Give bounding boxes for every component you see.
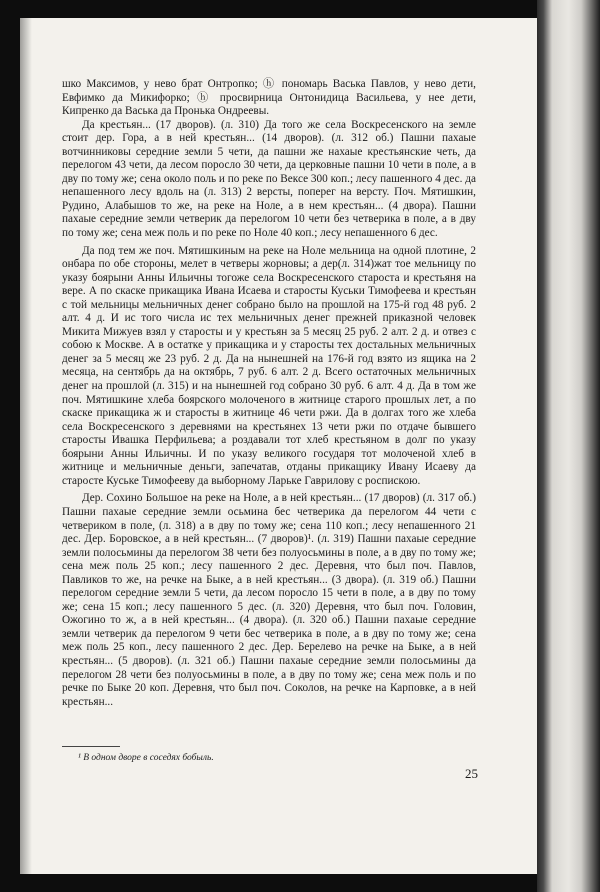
paragraph-3: Да под тем же поч. Мятишкиным на реке на Ноле мельница на одной плотине, 2 онбара по обе стороны, мелет в четверы жорновы; а дер(л. 314)жат тое мельницу по указу боярыни Анны Ильичны тогоже села Воскресенского староста и крестьяня на вере. А по скаске прикащика Ивана Исаева и старосты Куськи Тимофеева и крестьян с той мельницы мельничных денег собрано было на прошлой на 175-й год 48 руб. 2 алт. 4 д. И ис того числа ис тех мельничных денег прежней приказной человек Микита Мижуев взял у старосты и у крестьян за 5 месяц 25 руб. 2 алт. 2 д. и отвез с собою к Москве. А в остатке у прикащика и у старосты тех достальных мельничных денег за 5 месяц же 23 руб. 2 д. Да на нынешней на 176-й год взято из ящика на 2 месяца, на сентябрь да на октябрь, 7 руб. 6 алт. 2 д. Всего остаточных мельничных денег на прошлой (л. 315) и на нынешней год собрано 30 руб. 6 алт. 4 д. Да в том же поч. Мятишкине хлеба боярского молоченого в житнице старого прошлых лет, а по скаске прикащика ж и старосты в житнице 46 чети ржи. Да в долгах того же хлеба села Воскресенского з деревнями на крестьянех 13 чети ржи по отдаче бывшего старосты Ивашка Перфильева; а роздавали тот хлеб крестьяном в долг по указу боярыни Анны Ильичны. И по указу великого государя тот молоченой хлеб в житнице и мельничные деньги, запечатав, отданы прикащику Ивану Исаеву да старосте Куське Тимофееву да выборному Ларьке Гаврилову с роспискою. (62, 244, 476, 487)
paragraph-4: Дер. Сохино Большое на реке на Ноле, а в ней крестьян... (17 дворов) (л. 317 об.) Пашни пахаые середние земли осьмина бес четверика да перелогом 44 чети с четвериком в поле, (л. 318) а в дву по тому же; сена 110 коп.; лесу непашенного 21 дес. Дер. Боровское, а в ней крестьян... (7 дворов)¹. (л. 319) Пашни пахаые середние земли полосьмины да перелогом 38 чети без полуосьмины в поле, а в дву по тому же; сена меж поль 25 коп.; лесу пашенного 2 дес. Деревня, что был поч. Павлов, Павликов то же, на речке на Быке, а в ней крестьян... (3 двора). (л. 319 об.) Пашни перелогом середние земли 5 чети, да лесом поросло 15 чети в поле, а в дву по тому же; сена 15 коп.; лесу пашенного 5 дес. (л. 320) Деревня, что был поч. Головин, Ожогино то ж, а в ней крестьян... (4 двора). (л. 320 об.) Пашни пахаые середние земли четверик да перелогом 9 чети бес четверика в поле, а в дву по тому же; сена меж поль 25 коп., лесу пашенного 2 дес. Дер. Берелево на речке на Быке, а в ней крестьян... (5 дворов). (л. 321 об.) Пашни пахаые середние земли полосьмины да перелогом 28 чети без полуосьмины в поле, а в дву по тому же; сена меж поль и по речке по Быке 20 коп. Деревня, что был поч. Соколов, на речке на Карповке, а в ней крестьян... (62, 492, 476, 708)
footnote: ¹ В одном дворе в соседях бобыль. (78, 753, 214, 763)
main-text-column (62, 78, 476, 709)
page-edge-shadow (20, 18, 32, 874)
paragraph-2: Да крестьян... (17 дворов). (л. 310) Да того же села Воскресенского на земле стоит дер. Гора, а в ней крестьян... (14 дворов). (л. 312 об.) Пашни пахаые вотчинниковы середние земли 5 чети, да пашни же нахаые крестьянские четь, да перелогом 43 чети, да лесом поросло 30 чети, да церковные пашни 10 чети в поле, а в дву по тому же; сена около поль и по реке по Вексе 300 коп.; лесу пашенного 4 дес. да непашенного лесу вдоль на (л. 313) 2 версты, поперег на версту. Поч. Мятишкин, Рудино, Алабышов то же, на реке на Ноле, а в нем крестьян... (4 двора). Пашни пахаые середние земли четверик да перелогом 10 чети без четверика в поле, а в дву по тому же; сена меж поль и по реке по Ноле 40 коп.; лесу непашенного 6 дес. (62, 118, 476, 240)
book-gutter (537, 0, 600, 892)
paragraph-1: шко Максимов, у нево брат Онтропко; ⓗ пономарь Васька Павлов, у нево дети, Евфимко да Микифорко; ⓗ просвирница Онтонидица Васильева, у нее дети, Кипренко да Васька да Пронька Ондреевы. (62, 78, 476, 118)
page-number: 25 (465, 766, 478, 781)
footnote-divider (62, 746, 120, 747)
